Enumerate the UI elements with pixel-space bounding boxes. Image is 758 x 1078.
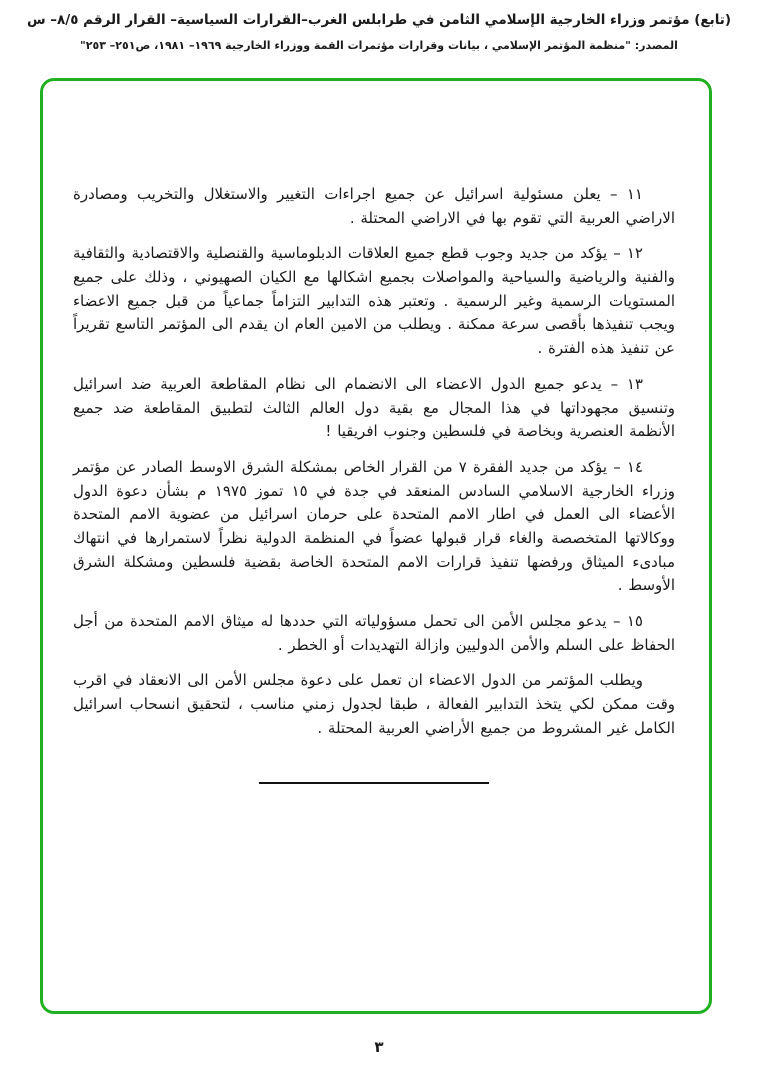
header-source (12, 38, 746, 55)
source-text: "منظمة المؤتمر الإسلامي ، بيانات وقرارات مؤتمرات القمة ووزراء الخارجية ١٩٦٩– ١٩٨١، ص٢٥١– ٢٥٣" (80, 38, 631, 52)
source-label: المصدر: (634, 38, 678, 52)
header-title: (تابع) مؤتمر وزراء الخارجية الإسلامي الثامن في طرابلس الغرب–القرارات السياسية– القرار الرقم ٨/٥– س (26, 12, 732, 28)
divider-line (259, 782, 489, 784)
paragraph-12: ١٢ – يؤكد من جديد وجوب قطع جميع العلاقات الدبلوماسية والقنصلية والاقتصادية والثقافية والفنية والرياضية والسياحية والمواصلات بجميع اشكالها مع الكيان الصهيوني ، وذلك على جميع المستويات الرسمية وغير الرسمية . وتعتبر هذه التدابير التزاماً جماعياً من قبل جميع الاعضاء ويجب تنفيذها بأقصى سرعة ممكنة . ويطلب من الامين العام ان يقدم الى المؤتمر التاسع تقريراً عن تنفيذ هذه الفترة . (73, 244, 675, 358)
content-border-box (40, 78, 712, 1014)
document-header (12, 10, 746, 54)
paragraph-closing: ويطلب المؤتمر من الدول الاعضاء ان تعمل على دعوة مجلس الأمن الى الانعقاد في اقرب وقت ممكن لكي يتخذ التدابير الفعالة ، طبقا لجدول زمني مناسب ، لتحقيق انسحاب اسرائيل الكامل غير المشروط من جميع الأراضي العربية المحتلة . (73, 671, 675, 737)
document-body (73, 183, 675, 784)
page-number: ٣ (374, 1038, 384, 1056)
paragraph-11: ١١ – يعلن مسئولية اسرائيل عن جميع اجراءات التغيير والاستغلال والتخريب ومصادرة الاراضي العربية التي تقوم بها في الاراضي المحتلة . (73, 185, 675, 227)
paragraph-15: ١٥ – يدعو مجلس الأمن الى تحمل مسؤولياته التي حددها له ميثاق الامم المتحدة من أجل الحفاظ على السلم والأمن الدوليين وازالة التهديدات أو الخطر . (73, 612, 675, 654)
paragraph-14: ١٤ – يؤكد من جديد الفقرة ٧ من القرار الخاص بمشكلة الشرق الاوسط الصادر عن مؤتمر وزراء الخارجية الاسلامي السادس المنعقد في جدة في ١٥ تموز ١٩٧٥ م بشأن دعوة الدول الأعضاء الى العمل في اطار الامم المتحدة على حرمان اسرائيل من عضوية الامم المتحدة ووكالاتها المتخصصة والغاء قرار قبولها عضواً في المنظمة الدولية نظراً لاستمرارها في انتهاك مبادىء الميثاق ورفضها تنفيذ قرارات الامم المتحدة الخاصة بقضية فلسطين ومشكلة الشرق الأوسط . (73, 457, 675, 595)
paragraph-13: ١٣ – يدعو جميع الدول الاعضاء الى الانضمام الى نظام المقاطعة العربية ضد اسرائيل وتنسيق مجهوداتها في هذا المجال مع بقية دول العالم الثالث لتطبيق المقاطعة ضد جميع الأنظمة العنصرية وبخاصة في فلسطين وجنوب افريقيا ! (73, 374, 675, 441)
